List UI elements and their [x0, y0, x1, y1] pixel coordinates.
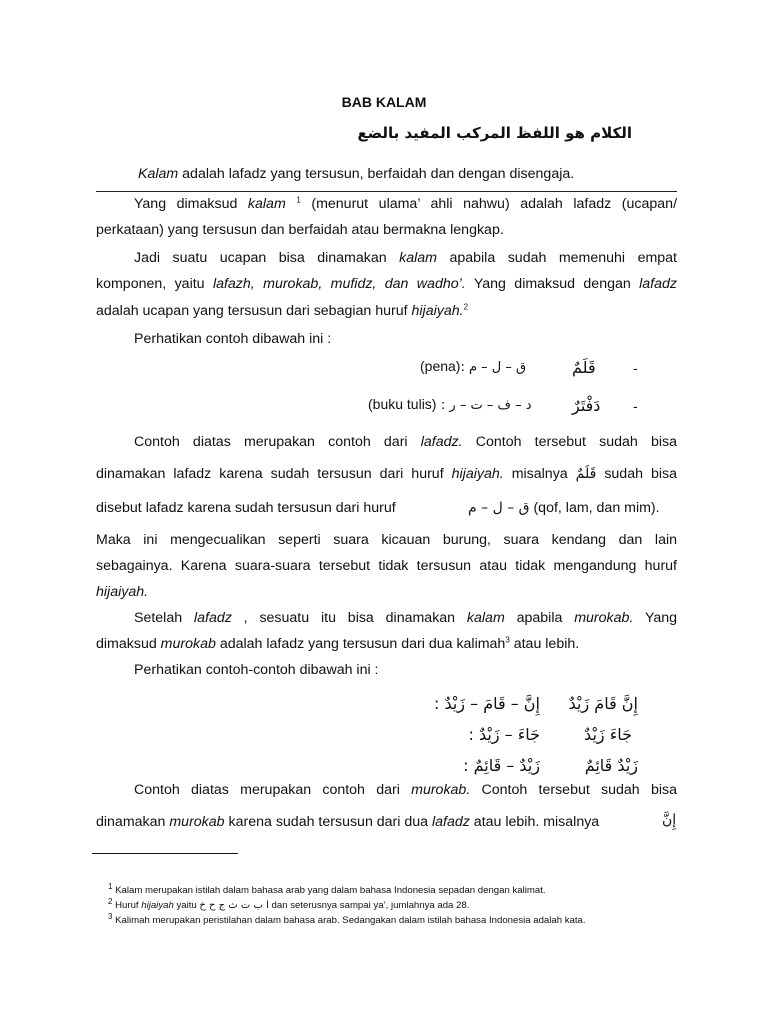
para-lafadz-letters: ق – ل – م (qof, lam, dan mim).	[468, 500, 660, 516]
list-dash: -	[633, 398, 638, 414]
example-word: قَلَمٌ	[572, 358, 596, 377]
para-lafadz-example-6: hijaiyah.	[96, 584, 149, 600]
para-lafadz-example-2: dinamakan lafadz karena sudah tersusun dari huruf hijaiyah. misalnya قَلَمٌ sudah bisa	[96, 466, 677, 482]
example-sentence: جَاءَ زَيْدٌ	[584, 725, 632, 744]
para-lafadz-example: Contoh diatas merupakan contoh dari lafadz. Contoh tersebut sudah bisa	[134, 434, 677, 450]
example-word: دَفْتَرٌ	[572, 396, 601, 415]
para-components-3: adalah ucapan yang tersusun dari sebagian huruf hijaiyah.$^2$	[96, 302, 469, 319]
footnote-2: $^2$ Huruf hijaiyah yaitu ا ب ت ث ج ح خ dan seterusnya sampai ya’, jumlahnya ada 28.	[108, 896, 470, 911]
para-kalam-definition: Yang dimaksud kalam $^1$ (menurut ulama’ ahli nahwu) adalah lafadz (ucapan/	[134, 195, 678, 212]
para-murokab: Setelah lafadz , sesuatu itu bisa dinamakan kalam apabila murokab. Yang	[134, 610, 678, 626]
para-components-2: komponen, yaitu lafazh, murokab, mufidz, dan wadho’. Yang dimaksud dengan lafadz	[96, 276, 677, 292]
footnote-rule	[92, 853, 238, 854]
intro-line: Kalam adalah lafadz yang tersusun, berfaidah dan dengan disengaja.	[138, 166, 575, 182]
para-components: Jadi suatu ucapan bisa dinamakan kalam apabila sudah memenuhi empat	[134, 250, 677, 266]
para-murokab-example: Contoh diatas merupakan contoh dari murokab. Contoh tersebut sudah bisa	[134, 782, 677, 798]
footnote-1: $^1$ Kalam merupakan istilah dalam bahasa arab yang dalam bahasa Indonesia sepadan dengan kalimat.	[108, 881, 546, 896]
example-row: (pena)ق – ل – م :	[420, 358, 527, 375]
list-dash: -	[633, 360, 638, 376]
footnote-3: $^3$ Kalimah merupakan peristilahan dalam bahasa arab. Sedangakan dalam istilah bahasa Indonesia adalah kata.	[108, 911, 586, 926]
example-heading-2: Perhatikan contoh-contoh dibawah ini :	[134, 662, 379, 678]
para-kalam-definition-2: perkataan) yang tersusun dan berfaidah atau bermakna lengkap.	[96, 222, 504, 238]
example-parts: إِنَّ – قَامَ – زَيْدٌ :	[433, 694, 540, 713]
para-lafadz-example-3: disebut lafadz karena sudah tersusun dari huruf	[96, 500, 396, 516]
example-heading-1: Perhatikan contoh dibawah ini :	[134, 331, 332, 347]
example-parts: زَيْدٌ – قَائِمٌ :	[463, 756, 540, 775]
para-lafadz-example-5: sebagainya. Karena suara-suara tersebut tidak tersusun atau tidak mengandung huruf	[96, 558, 677, 574]
para-murokab-2: dimaksud murokab adalah lafadz yang tersusun dari dua kalimah$^3$ atau lebih.	[96, 635, 580, 652]
arabic-definition: الكلام هو اللفظ المركب المفيد بالضع	[357, 124, 632, 142]
page-title: BAB KALAM	[341, 94, 427, 110]
para-murokab-example-2: dinamakan murokab karena sudah tersusun dari dua lafadz atau lebih. misalnya	[96, 814, 600, 830]
example-row: (buku tulis) د – ف – ت – ر :	[368, 396, 532, 413]
example-sentence: زَيْدٌ قَائِمٌ	[584, 756, 638, 775]
para-lafadz-example-4: Maka ini mengecualikan seperti suara kicauan burung, suara kendang dan lain	[96, 532, 677, 548]
example-parts: جَاءَ – زَيْدٌ :	[468, 725, 540, 744]
example-sentence: إِنَّ قَامَ زَيْدٌ	[568, 694, 638, 713]
example-word: إِنَّ	[662, 812, 677, 828]
